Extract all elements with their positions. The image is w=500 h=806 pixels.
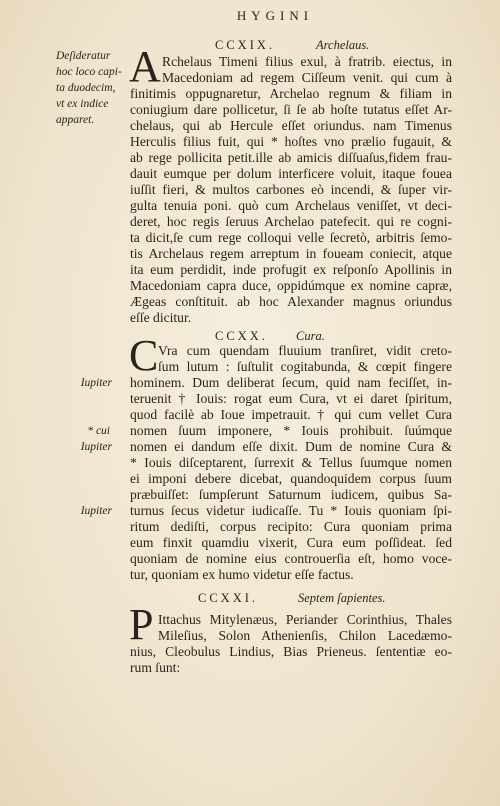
text-line: nomen ei dandum eſſe dixit. Dum de nomine Cura &: [130, 439, 452, 454]
text-line: teruenit † Iouis: rogat eum Cura, vt ei daret ſpiritum,: [130, 391, 452, 406]
margin-note: Iupiter: [80, 441, 112, 453]
margin-note-line: vt ex indice: [56, 98, 109, 110]
text-line: Mileſius, Solon Athenienſis, Chilon Lacedæmo-: [158, 628, 452, 643]
fable-title: Archelaus.: [316, 38, 370, 52]
text-line: * Iouis diſceptarent, ſurrexit & Tellus ſuumque nomen: [130, 455, 452, 470]
text-line: turnus ſecus videtur iudicaſſe. Tu * Iouis quoniam ſpi-: [130, 503, 452, 518]
fable-heading: [0, 328, 500, 344]
text-line: ei imponi debere dicebat, quandoquidem corpus ſuum: [130, 471, 452, 486]
text-line: deret, hoc regis ſeruus Archelao patefecit. qui re cogni-: [130, 214, 452, 229]
text-line: finitimis oppugnaretur, Archelao regnum & filiam in: [130, 86, 452, 101]
text-line: Rchelaus Timeni filius exul, à fratrib. eiectus, in: [162, 54, 452, 69]
margin-note: [56, 48, 128, 128]
fable-number: CCXX.: [215, 329, 268, 343]
drop-cap-initial: C: [129, 331, 159, 380]
margin-note-line: Deſideratur: [56, 50, 111, 62]
fable-heading: [0, 590, 500, 606]
text-line: Ittachus Mitylenæus, Periander Corinthius, Thales: [158, 612, 452, 627]
margin-note-line: apparet.: [56, 114, 95, 126]
fable-title: Septem ſapientes.: [298, 591, 386, 605]
text-line: tis Archelaus regem arreptum in foueam coniecit, atque: [130, 246, 452, 261]
fable-title: Cura.: [296, 329, 325, 343]
text-line: gulta tenuia poni. quò cum Archelaus veniſſet, vt deci-: [130, 198, 452, 213]
text-line: iuſſit fieri, & multos carbones eò incendi, & ſuper vir-: [130, 182, 452, 197]
text-line: dauit eumque per dolum interficere voluit, itaque fouea: [130, 166, 452, 181]
margin-note-line: hoc loco capi-: [56, 66, 122, 78]
margin-note: * cui: [87, 425, 110, 437]
text-line: eſſe dicitur.: [130, 310, 192, 325]
text-line: coniugium dare pollicetur, ſi ſe ab hoſte tutatus eſſet Ar-: [130, 102, 452, 117]
text-line: præbuiſſet: ſumpſerunt Saturnum iudicem, quibus Sa-: [130, 487, 452, 502]
text-line: eum finxit quamdiu vixerit, Cura eum poſſideat. ſed: [130, 535, 452, 550]
text-line: Macedoniam ad regem Ciſſeum venit. qui cum à: [162, 70, 452, 85]
drop-cap-initial: P: [129, 600, 154, 649]
text-line: tur, quoniam ex humo videtur eſſe factus.: [130, 567, 354, 582]
text-line: ſum lutum : ſuſtulit cogitabunda, & cœpit fingere: [158, 359, 452, 374]
text-line: ita eum perdidit, inde profugit ex reſponſo Apollinis in: [130, 262, 452, 277]
text-line: rum ſunt:: [130, 660, 181, 675]
margin-note-line: ta duodecim,: [56, 82, 116, 94]
drop-cap-initial: A: [129, 42, 161, 91]
margin-note: Iupiter: [80, 505, 112, 517]
fable-number: CCXXI.: [198, 591, 259, 605]
fable-text: [129, 600, 452, 676]
text-line: quod facilè ab Ioue impetrauit. † qui cum vellet Cura: [130, 407, 452, 422]
text-line: nomen ſuum imponere, * Iouis prohibuit. ſuúmque: [130, 423, 452, 438]
text-line: Macedoniam capra duce, oppidúmque ex nomine capræ,: [130, 278, 452, 293]
text-line: ta dicit,ſe cum rege colloqui velle ſecretò, arbitris ſemo-: [130, 230, 452, 245]
text-line: ab rege pollicita petit.ille ab amicis diſſuaſus,fidem frau-: [130, 150, 452, 165]
running-head: HYGINI: [236, 8, 314, 23]
margin-note: Iupiter: [80, 377, 112, 389]
text-line: nius, Cleobulus Lindius, Bias Prieneus. ſententiæ eo-: [130, 644, 452, 659]
text-line: Vra cum quendam fluuium tranſiret, vidit creto-: [158, 343, 452, 358]
text-line: hominem. Dum deliberat ſecum, quid nam feciſſet, in-: [130, 375, 452, 390]
text-line: quoniam de nomine eius controuerſia eſt, homo voce-: [130, 551, 452, 566]
text-line: Ægeas conſtituit. ab hoc Alexander magnus oriundus: [130, 294, 452, 309]
text-line: Herculis filius fuit, qui * hoſtes vno prælio fugauit, &: [130, 134, 452, 149]
text-line: chelaus, qui ab Hercule eſſet oriundus. nam Timenus: [130, 118, 452, 133]
fable-number: CCXIX.: [215, 38, 276, 52]
text-line: ritum dediſti, corpus recipito: Cura quoniam prima: [130, 519, 452, 534]
